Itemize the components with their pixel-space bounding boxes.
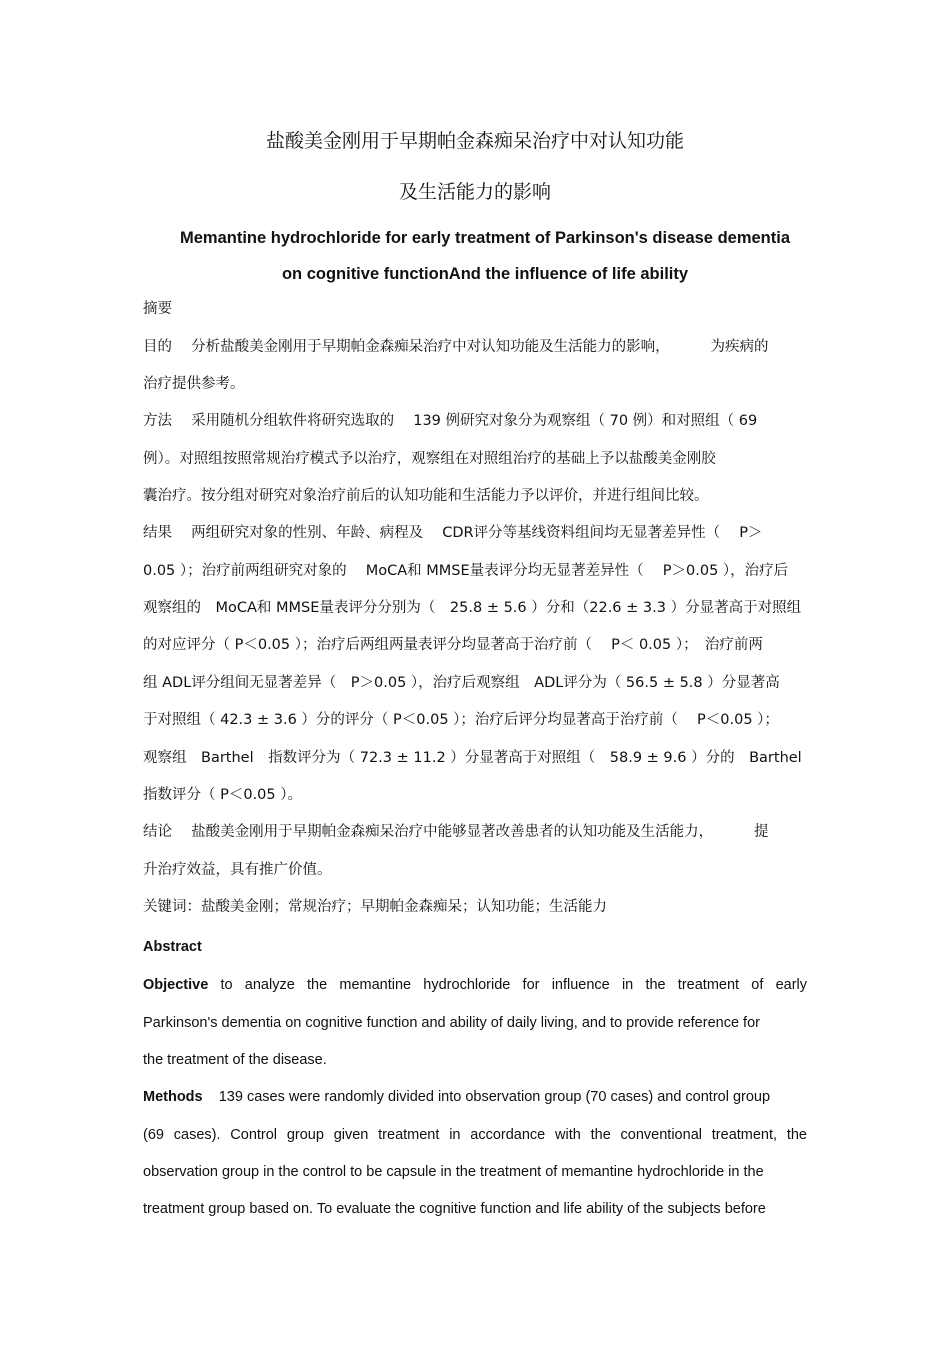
cn-line: 结论 盐酸美金刚用于早期帕金森痴呆治疗中能够显著改善患者的认知功能及生活能力， 提 xyxy=(143,824,769,840)
cn-line: 0.05 ）；治疗前两组研究对象的 MoCA和 MMSE量表评分均无显著差异性（ P＞0.05 ），治疗后 xyxy=(143,563,789,579)
cn-line: 例）。对照组按照常规治疗模式予以治疗，观察组在对照组治疗的基础上予以盐酸美金刚胶 xyxy=(143,451,716,467)
cn-line: 于对照组（ 42.3 ± 3.6 ）分的评分（ P＜0.05 ）；治疗后评分均显著高于治疗前（ P＜0.05 ）； xyxy=(143,712,779,728)
title-en-line-1: Memantine hydrochloride for early treatment of Parkinson's disease dementia xyxy=(179,229,791,247)
en-line-text: 139 cases were randomly divided into observation group (70 cases) and control group xyxy=(218,1089,771,1105)
en-line xyxy=(143,975,807,995)
cn-line: 囊治疗。按分组对研究对象治疗前后的认知功能和生活能力予以评价，并进行组间比较。 xyxy=(143,488,709,504)
title-en-line-2: on cognitive functionAnd the influence of life ability xyxy=(281,265,689,283)
cn-line: 观察组 Barthel 指数评分为（ 72.3 ± 11.2 ）分显著高于对照组（ 58.9 ± 9.6 ）分的 Barthel xyxy=(143,750,802,766)
objective-label: Objective xyxy=(143,977,209,993)
cn-line: 结果 两组研究对象的性别、年龄、病程及 CDR评分等基线资料组间均无显著差异性（ P＞ xyxy=(143,525,763,541)
cn-line: 治疗提供参考。 xyxy=(143,376,245,392)
en-line: the treatment of the disease. xyxy=(143,1052,327,1068)
abstract-cn-heading: 摘要 xyxy=(143,301,172,317)
cn-line: 组 ADL评分组间无显著差异（ P＞0.05 ），治疗后观察组 ADL评分为（ 56.5 ± 5.8 ）分显著高 xyxy=(143,675,780,691)
abstract-en-heading: Abstract xyxy=(143,939,202,955)
cn-line: 观察组的 MoCA和 MMSE量表评分分别为（ 25.8 ± 5.6 ）分和（22.6 ± 3.3 ）分显著高于对照组 xyxy=(143,600,802,616)
title-cn-line-2: 及生活能力的影响 xyxy=(398,181,551,203)
cn-line: 方法 采用随机分组软件将研究选取的 139 例研究对象分为观察组（ 70 例）和对照组（ 69 xyxy=(143,413,758,429)
cn-line: 升治疗效益，具有推广价值。 xyxy=(143,862,332,878)
keywords-cn: 关键词：盐酸美金刚；常规治疗；早期帕金森痴呆；认知功能；生活能力 xyxy=(143,899,607,915)
en-line: Parkinson's dementia on cognitive function and ability of daily living, and to provide reference for xyxy=(143,1015,760,1031)
en-line: (69 cases). Control group given treatment in accordance with the conventional treatment, the xyxy=(143,1127,807,1143)
title-cn-line-1: 盐酸美金刚用于早期帕金森痴呆治疗中对认知功能 xyxy=(265,130,684,152)
cn-line: 目的 分析盐酸美金刚用于早期帕金森痴呆治疗中对认知功能及生活能力的影响， 为疾病的 xyxy=(143,339,769,355)
methods-label: Methods xyxy=(143,1089,203,1105)
en-line-text: to analyze the memantine hydrochloride for influence in the treatment of early xyxy=(220,977,808,993)
en-line: treatment group based on. To evaluate the cognitive function and life ability of the subjects before xyxy=(143,1201,766,1217)
en-line: observation group in the control to be capsule in the treatment of memantine hydrochloride in the xyxy=(143,1164,764,1180)
cn-line: 的对应评分（ P＜0.05 ）；治疗后两组两量表评分均显著高于治疗前（ P＜ 0.05 ）； 治疗前两 xyxy=(143,637,763,653)
cn-line: 指数评分（ P＜0.05 ）。 xyxy=(143,787,302,803)
en-line xyxy=(143,1087,807,1107)
